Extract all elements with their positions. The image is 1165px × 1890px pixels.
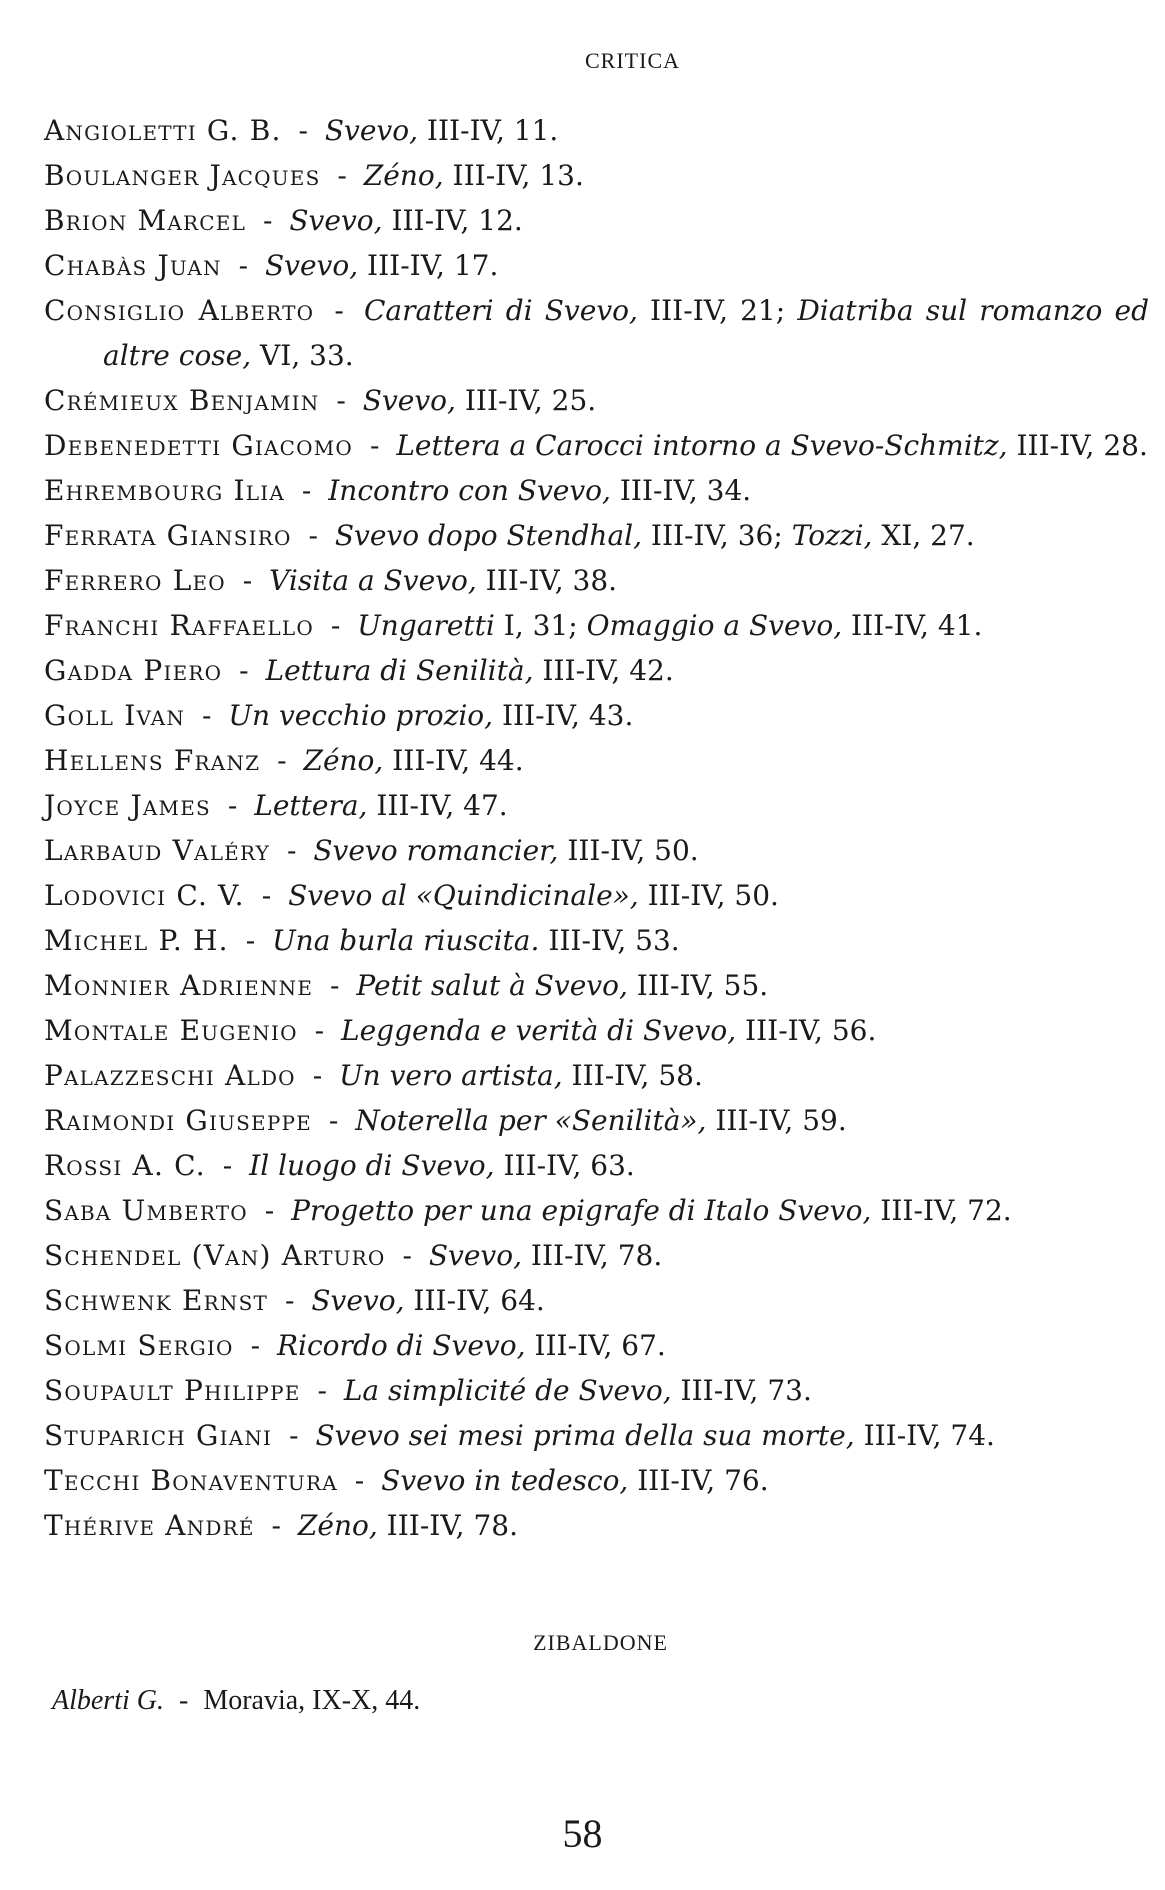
index-entry — [44, 423, 1149, 468]
index-entry — [44, 1053, 1149, 1098]
entry-reference: III-IV, 12. — [391, 204, 523, 237]
entry-separator: - — [354, 1464, 365, 1497]
entry-title: Svevo, — [324, 114, 419, 147]
entry-reference: III-IV, 74. — [863, 1419, 995, 1452]
section-title-critica: CRITICA — [585, 48, 680, 73]
entry-author: Consiglio Alberto — [44, 294, 315, 327]
page-number: 58 — [562, 1811, 603, 1856]
index-entry — [44, 1188, 1149, 1233]
index-entry — [44, 558, 1149, 603]
entry-separator: - — [402, 1239, 412, 1272]
entry-reference: III-IV, 58. — [571, 1059, 703, 1092]
entry-author: Montale Eugenio — [44, 1014, 298, 1047]
entry-author: Thérive André — [44, 1509, 255, 1542]
entry-title-secondary: Diatriba sul romanzo ed altre cose, — [103, 294, 1149, 372]
entry-reference: III-IV, 78. — [386, 1509, 519, 1542]
entry-title: Caratteri di Svevo, — [364, 294, 638, 327]
entry-separator: - — [369, 429, 380, 462]
entry-author: Larbaud Valéry — [44, 834, 271, 867]
entry-reference: III-IV, 13. — [452, 159, 584, 192]
entry-title: Svevo in tedesco, — [381, 1464, 629, 1497]
entry-separator: - — [330, 969, 340, 1002]
index-entry — [44, 468, 1149, 513]
index-entry — [44, 873, 1149, 918]
entry-author: Raimondi Giuseppe — [44, 1104, 312, 1137]
entry-reference: III-IV, 73. — [680, 1374, 812, 1407]
index-entry — [44, 603, 1149, 648]
index-entry — [44, 1098, 1149, 1143]
index-entry — [44, 648, 1149, 693]
entry-separator: - — [312, 1059, 323, 1092]
entry-reference: III-IV, 34. — [619, 474, 752, 507]
entry-author: Debenedetti Giacomo — [44, 429, 354, 462]
entry-separator: - — [317, 1374, 327, 1407]
entry-reference: III-IV, 43. — [501, 699, 634, 732]
entry-title: Un vecchio prozio, — [228, 699, 494, 732]
entry-separator: - — [179, 1685, 189, 1716]
entry-title: Il luogo di Svevo, — [249, 1149, 495, 1182]
entry-title: Svevo, — [289, 204, 383, 237]
entry-separator: - — [264, 1194, 275, 1227]
entry-reference: III-IV, 17. — [367, 249, 499, 282]
entry-author: Hellens Franz — [44, 744, 261, 777]
entry-title-secondary: Tozzi, — [791, 519, 873, 552]
entry-title: Lettura di Senilità, — [265, 654, 534, 687]
entry-author: Tecchi Bonaventura — [44, 1464, 338, 1497]
entry-reference: III-IV, 42. — [542, 654, 674, 687]
entry-title: Progetto per una epigrafe di Italo Svevo, — [291, 1194, 872, 1227]
entry-title: Lettera, — [254, 789, 368, 822]
index-entry — [44, 1143, 1149, 1188]
entry-title: Incontro con Svevo, — [328, 474, 611, 507]
entry-separator: - — [286, 834, 297, 867]
entry-reference: III-IV, 64. — [413, 1284, 545, 1317]
entry-separator: - — [330, 609, 341, 642]
entry-reference: III-IV, 53. — [548, 924, 680, 957]
index-entry — [44, 1233, 1149, 1278]
index-entry — [44, 153, 1149, 198]
entry-author: Stuparich Giani — [44, 1419, 273, 1452]
section-title-zibaldone: ZIBALDONE — [533, 1630, 668, 1655]
index-entry — [44, 1323, 1149, 1368]
entry-separator: - — [314, 1014, 325, 1047]
entry-title: Zéno, — [297, 1509, 378, 1542]
entry-separator: - — [284, 1284, 295, 1317]
entry-reference-secondary: III-IV, 41. — [851, 609, 983, 642]
entry-separator: - — [298, 114, 308, 147]
entry-reference: III-IV, 63. — [503, 1149, 635, 1182]
entry-title: Svevo, — [311, 1284, 405, 1317]
entry-reference-secondary: VI, 33. — [260, 339, 354, 372]
zibaldone-author: Alberti G. — [52, 1685, 164, 1716]
entry-title: Una burla riuscita. — [272, 924, 540, 957]
entry-author: Monnier Adrienne — [44, 969, 314, 1002]
entry-reference: III-IV, 50. — [647, 879, 779, 912]
entry-reference: III-IV, 50. — [567, 834, 699, 867]
entry-title: Svevo, — [264, 249, 359, 282]
entry-author: Crémieux Benjamin — [44, 384, 320, 417]
entry-separator: - — [277, 744, 287, 777]
entry-title: Svevo dopo Stendhal, — [334, 519, 642, 552]
entry-title: Leggenda e verità di Svevo, — [341, 1014, 737, 1047]
entry-separator: - — [250, 1329, 261, 1362]
index-entry — [44, 108, 1149, 153]
index-entry — [44, 243, 1149, 288]
entry-title: Zéno, — [363, 159, 444, 192]
entry-author: Chabàs Juan — [44, 249, 222, 282]
entry-reference: III-IV, 25. — [464, 384, 597, 417]
entry-separator: - — [245, 924, 256, 957]
entry-separator: - — [242, 564, 253, 597]
entry-reference: III-IV, 56. — [745, 1014, 877, 1047]
entry-separator: - — [301, 474, 312, 507]
entry-title: Svevo sei mesi prima della sua morte, — [315, 1419, 855, 1452]
index-entry — [44, 1503, 1149, 1548]
entry-author: Ferrata Giansiro — [44, 519, 292, 552]
entry-reference: III-IV, 67. — [534, 1329, 666, 1362]
entry-author: Saba Umberto — [44, 1194, 248, 1227]
entry-separator: - — [336, 384, 346, 417]
index-entry — [44, 1278, 1149, 1323]
entry-author: Michel P. H. — [44, 924, 229, 957]
entry-reference: III-IV, 76. — [637, 1464, 769, 1497]
entry-reference-secondary: XI, 27. — [881, 519, 975, 552]
entry-separator: - — [308, 519, 318, 552]
index-entry — [44, 1008, 1149, 1053]
index-entry — [44, 378, 1149, 423]
entry-separator: - — [337, 159, 347, 192]
entry-title: Svevo, — [428, 1239, 522, 1272]
entry-author: Lodovici C. V. — [44, 879, 245, 912]
entry-separator: - — [328, 1104, 339, 1137]
entry-author: Solmi Sergio — [44, 1329, 234, 1362]
entry-title: Un vero artista, — [339, 1059, 563, 1092]
entry-reference: III-IV, 44. — [392, 744, 524, 777]
entry-title: Svevo al «Quindicinale», — [288, 879, 639, 912]
entry-author: Gadda Piero — [44, 654, 223, 687]
index-entry — [44, 828, 1149, 873]
entry-reference: III-IV, 78. — [530, 1239, 663, 1272]
entry-reference: III-IV, 72. — [880, 1194, 1012, 1227]
entry-separator: - — [239, 654, 249, 687]
entry-title: Visita a Svevo, — [269, 564, 477, 597]
index-entry — [44, 783, 1149, 828]
entry-author: Ferrero Leo — [44, 564, 226, 597]
entry-title: Zéno, — [303, 744, 384, 777]
index-entry — [44, 738, 1149, 783]
index-entry — [44, 693, 1149, 738]
entry-separator: - — [263, 204, 273, 237]
entry-author: Ehrembourg Ilia — [44, 474, 285, 507]
entry-separator: - — [238, 249, 249, 282]
entry-author: Boulanger Jacques — [44, 159, 321, 192]
critica-index-list — [44, 108, 1149, 1548]
index-entry — [44, 1458, 1149, 1503]
index-entry — [44, 963, 1149, 1008]
entry-separator: - — [261, 879, 272, 912]
entry-separator: - — [227, 789, 238, 822]
entry-author: Brion Marcel — [44, 204, 247, 237]
entry-reference: III-IV, 28. — [1016, 429, 1148, 462]
entry-author: Angioletti G. B. — [44, 114, 282, 147]
entry-reference: III-IV, 11. — [426, 114, 559, 147]
entry-reference: III-IV, 38. — [485, 564, 618, 597]
entry-title: Svevo, — [362, 384, 456, 417]
entry-separator: - — [271, 1509, 282, 1542]
zibaldone-text: Moravia, IX-X, 44. — [203, 1685, 421, 1716]
zibaldone-entry — [52, 1685, 420, 1717]
index-entry — [44, 198, 1149, 243]
entry-reference: III-IV, 36; — [650, 519, 783, 552]
index-entry — [44, 288, 1149, 378]
index-entry — [44, 513, 1149, 558]
entry-author: Joyce James — [44, 789, 211, 822]
entry-author: Schwenk Ernst — [44, 1284, 269, 1317]
entry-reference: III-IV, 59. — [715, 1104, 847, 1137]
entry-author: Palazzeschi Aldo — [44, 1059, 296, 1092]
entry-separator: - — [334, 294, 344, 327]
index-entry — [44, 918, 1149, 963]
entry-separator: - — [222, 1149, 233, 1182]
entry-author: Goll Ivan — [44, 699, 186, 732]
entry-title: Svevo romancier, — [313, 834, 559, 867]
entry-author: Soupault Philippe — [44, 1374, 301, 1407]
entry-author: Franchi Raffaello — [44, 609, 314, 642]
index-entry — [44, 1368, 1149, 1413]
entry-author: Schendel (Van) Arturo — [44, 1239, 386, 1272]
entry-title: Lettera a Carocci intorno a Svevo-Schmitz, — [396, 429, 1008, 462]
entry-title-secondary: Omaggio a Svevo, — [586, 609, 843, 642]
entry-title: Ungaretti — [357, 609, 495, 642]
index-entry — [44, 1413, 1149, 1458]
entry-reference: III-IV, 21; — [650, 294, 786, 327]
entry-author: Rossi A. C. — [44, 1149, 206, 1182]
entry-title: Noterella per «Senilità», — [355, 1104, 707, 1137]
entry-separator: - — [289, 1419, 299, 1452]
entry-separator: - — [202, 699, 212, 732]
entry-title: Ricordo di Svevo, — [276, 1329, 526, 1362]
entry-title: Petit salut à Svevo, — [356, 969, 628, 1002]
entry-title: La simplicité de Svevo, — [343, 1374, 672, 1407]
entry-reference: I, 31; — [503, 609, 578, 642]
entry-reference: III-IV, 47. — [376, 789, 508, 822]
entry-reference: III-IV, 55. — [636, 969, 769, 1002]
